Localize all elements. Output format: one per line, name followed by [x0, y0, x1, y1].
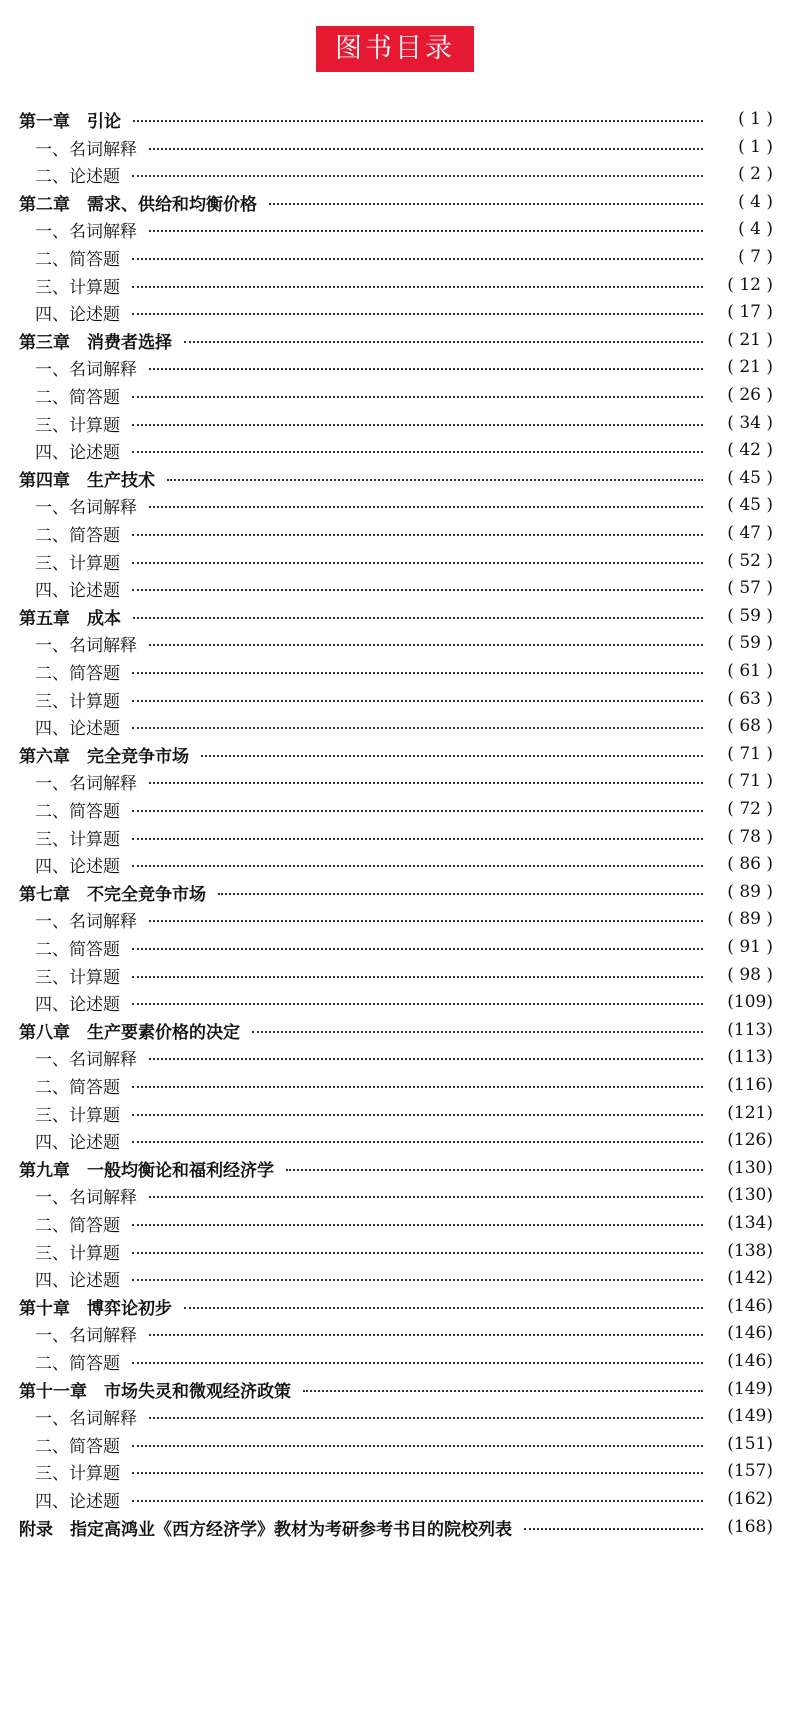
toc-entry-label: 四、论述题 [35, 580, 120, 601]
toc-entry-label: 一、名词解释 [35, 221, 137, 242]
toc-section-row[interactable] [19, 1043, 773, 1071]
toc-page-number: ( 86 ) [727, 854, 773, 874]
dot-leader [132, 1252, 703, 1254]
toc-page-number: ( 78 ) [727, 827, 773, 847]
toc-page-number: (157) [727, 1461, 773, 1481]
toc-entry-label: 第六章 完全竞争市场 [19, 746, 189, 767]
dot-leader [132, 1003, 703, 1005]
toc-entry-label: 二、简答题 [35, 1215, 120, 1236]
toc-entry-label: 一、名词解释 [35, 497, 137, 518]
toc-entry-label: 第十章 博弈论初步 [19, 1298, 172, 1319]
dot-leader [132, 1114, 703, 1116]
toc-page-number: (121) [727, 1103, 773, 1123]
toc-page-number: ( 91 ) [727, 937, 773, 957]
dot-leader [132, 948, 703, 950]
toc-page-number: ( 1 ) [738, 137, 773, 157]
toc-section-row[interactable] [19, 271, 773, 299]
dot-leader [132, 976, 703, 978]
dot-leader [132, 258, 703, 260]
toc-chapter-row[interactable] [19, 464, 773, 492]
toc-entry-label: 三、计算题 [35, 691, 120, 712]
toc-page-number: ( 12 ) [727, 275, 773, 295]
toc-page-number: (113) [727, 1047, 773, 1067]
dot-leader [149, 368, 703, 370]
toc-entry-label: 二、简答题 [35, 249, 120, 270]
toc-entry-label: 四、论述题 [35, 1491, 120, 1512]
toc-entry-label: 三、计算题 [35, 1243, 120, 1264]
toc-page-number: ( 21 ) [727, 330, 773, 350]
toc-chapter-row[interactable] [19, 1154, 773, 1182]
toc-page-number: ( 63 ) [727, 689, 773, 709]
toc-entry-label: 一、名词解释 [35, 1049, 137, 1070]
toc-section-row[interactable] [19, 436, 773, 464]
toc-page-number: ( 61 ) [727, 661, 773, 681]
toc-entry-label: 三、计算题 [35, 553, 120, 574]
toc-page-number: ( 4 ) [738, 192, 773, 212]
toc-page-number: ( 98 ) [727, 965, 773, 985]
toc-page-number: (138) [727, 1241, 773, 1261]
dot-leader [149, 506, 703, 508]
toc-chapter-row[interactable] [19, 1375, 773, 1403]
toc-page-number: ( 89 ) [727, 909, 773, 929]
toc-page-number: (168) [727, 1517, 773, 1537]
toc-section-row[interactable] [19, 381, 773, 409]
dot-leader [149, 644, 703, 646]
dot-leader [286, 1169, 703, 1171]
toc-chapter-row[interactable] [19, 740, 773, 768]
toc-entry-label: 四、论述题 [35, 1270, 120, 1291]
dot-leader [132, 865, 703, 867]
toc-page-number: (134) [727, 1213, 773, 1233]
toc-page-number: ( 2 ) [738, 164, 773, 184]
dot-leader [132, 589, 703, 591]
dot-leader [132, 700, 703, 702]
toc-page-number: (126) [727, 1130, 773, 1150]
toc-entry-label: 第三章 消费者选择 [19, 332, 172, 353]
toc-entry-label: 第五章 成本 [19, 608, 121, 629]
dot-leader [132, 562, 703, 564]
title-area [0, 26, 790, 72]
toc-entry-label: 三、计算题 [35, 277, 120, 298]
toc-entry-label: 第四章 生产技术 [19, 470, 155, 491]
toc-entry-label: 第十一章 市场失灵和微观经济政策 [19, 1381, 291, 1402]
toc-chapter-row[interactable] [19, 878, 773, 906]
toc-section-row[interactable] [19, 133, 773, 161]
toc-entry-label: 三、计算题 [35, 1463, 120, 1484]
toc-chapter-row[interactable] [19, 105, 773, 133]
toc-page-number: ( 71 ) [727, 771, 773, 791]
toc-page-number: (149) [727, 1406, 773, 1426]
toc-entry-label: 四、论述题 [35, 994, 120, 1015]
toc-page-number: ( 42 ) [727, 440, 773, 460]
toc-page-number: ( 89 ) [727, 882, 773, 902]
toc-entry-label: 一、名词解释 [35, 359, 137, 380]
toc-section-row[interactable] [19, 1485, 773, 1513]
toc-entry-label: 第九章 一般均衡论和福利经济学 [19, 1160, 274, 1181]
toc-entry-label: 第二章 需求、供给和均衡价格 [19, 194, 257, 215]
toc-section-row[interactable] [19, 519, 773, 547]
toc-page-number: ( 34 ) [727, 413, 773, 433]
toc-section-row[interactable] [19, 409, 773, 437]
toc-page-number: ( 57 ) [727, 578, 773, 598]
toc-section-row[interactable] [19, 298, 773, 326]
toc-section-row[interactable] [19, 1347, 773, 1375]
toc-entry-label: 四、论述题 [35, 1132, 120, 1153]
toc-entry-label: 四、论述题 [35, 304, 120, 325]
toc-section-row[interactable] [19, 823, 773, 851]
dot-leader [132, 1472, 703, 1474]
dot-leader [149, 1058, 703, 1060]
toc-chapter-row[interactable] [19, 1292, 773, 1320]
toc-section-row[interactable] [19, 574, 773, 602]
toc-entry-label: 第七章 不完全竞争市场 [19, 884, 206, 905]
dot-leader [149, 1196, 703, 1198]
toc-page-number: (142) [727, 1268, 773, 1288]
toc-page-number: ( 47 ) [727, 523, 773, 543]
toc-section-row[interactable] [19, 1209, 773, 1237]
toc-entry-label: 一、名词解释 [35, 1187, 137, 1208]
toc-page-number: ( 59 ) [727, 633, 773, 653]
dot-leader [132, 313, 703, 315]
toc-entry-label: 四、论述题 [35, 856, 120, 877]
toc-page-number: ( 45 ) [727, 495, 773, 515]
toc-page-number: (116) [727, 1075, 773, 1095]
toc-page-number: (151) [727, 1434, 773, 1454]
toc-entry-label: 四、论述题 [35, 718, 120, 739]
dot-leader [132, 1086, 703, 1088]
dot-leader [132, 451, 703, 453]
toc-entry-label: 第八章 生产要素价格的决定 [19, 1022, 240, 1043]
dot-leader [184, 1307, 703, 1309]
toc-section-row[interactable] [19, 1264, 773, 1292]
toc-entry-label: 二、简答题 [35, 525, 120, 546]
dot-leader [132, 1224, 703, 1226]
dot-leader [132, 838, 703, 840]
dot-leader [132, 672, 703, 674]
toc-section-row[interactable] [19, 1071, 773, 1099]
dot-leader [133, 617, 703, 619]
toc-section-row[interactable] [19, 1402, 773, 1430]
toc-entry-label: 一、名词解释 [35, 1325, 137, 1346]
toc-section-row[interactable] [19, 243, 773, 271]
toc-page-number: (113) [727, 1020, 773, 1040]
dot-leader [201, 755, 703, 757]
toc-entry-label: 三、计算题 [35, 829, 120, 850]
toc-entry-label: 二、简答题 [35, 801, 120, 822]
dot-leader [149, 230, 703, 232]
toc-section-row[interactable] [19, 685, 773, 713]
toc-chapter-row[interactable] [19, 326, 773, 354]
toc-page-number: ( 7 ) [738, 247, 773, 267]
toc-section-row[interactable] [19, 629, 773, 657]
toc-page-number: ( 21 ) [727, 357, 773, 377]
dot-leader [149, 148, 703, 150]
dot-leader [218, 893, 703, 895]
toc-section-row[interactable] [19, 1181, 773, 1209]
toc-section-row[interactable] [19, 1126, 773, 1154]
dot-leader [133, 120, 703, 122]
toc-entry-label: 第一章 引论 [19, 111, 121, 132]
toc-section-row[interactable] [19, 850, 773, 878]
dot-leader [132, 534, 703, 536]
toc-page-number: (146) [727, 1296, 773, 1316]
dot-leader [132, 810, 703, 812]
dot-leader [167, 479, 703, 481]
toc-section-row[interactable] [19, 905, 773, 933]
toc-page-number: (146) [727, 1351, 773, 1371]
dot-leader [132, 1141, 703, 1143]
dot-leader [149, 1334, 703, 1336]
toc-page-number: (162) [727, 1489, 773, 1509]
toc-section-row[interactable] [19, 961, 773, 989]
toc-page-number: (109) [727, 992, 773, 1012]
toc-entry-label: 一、名词解释 [35, 139, 137, 160]
dot-leader [524, 1528, 703, 1530]
toc-page-number: ( 59 ) [727, 606, 773, 626]
toc-entry-label: 一、名词解释 [35, 1408, 137, 1429]
toc-section-row[interactable] [19, 353, 773, 381]
toc-page-number: ( 17 ) [727, 302, 773, 322]
dot-leader [132, 727, 703, 729]
toc-entry-label: 一、名词解释 [35, 911, 137, 932]
dot-leader [303, 1390, 703, 1392]
toc-entry-label: 二、简答题 [35, 1353, 120, 1374]
toc-section-row[interactable] [19, 1430, 773, 1458]
toc-entry-label: 二、简答题 [35, 1077, 120, 1098]
toc-entry-label: 三、计算题 [35, 967, 120, 988]
toc-entry-label: 一、名词解释 [35, 635, 137, 656]
dot-leader [132, 286, 703, 288]
toc-entry-label: 二、简答题 [35, 939, 120, 960]
dot-leader [132, 1362, 703, 1364]
toc-page-number: ( 52 ) [727, 551, 773, 571]
toc-page-number: ( 45 ) [727, 468, 773, 488]
toc-section-row[interactable] [19, 933, 773, 961]
toc-page-number: (130) [727, 1185, 773, 1205]
toc-entry-label: 二、简答题 [35, 663, 120, 684]
dot-leader [132, 175, 703, 177]
toc-chapter-row[interactable] [19, 1513, 773, 1541]
toc-page-number: ( 71 ) [727, 744, 773, 764]
dot-leader [132, 1279, 703, 1281]
toc-entry-label: 附录 指定高鸿业《西方经济学》教材为考研参考书目的院校列表 [19, 1519, 512, 1540]
toc-section-row[interactable] [19, 767, 773, 795]
toc-section-row[interactable] [19, 547, 773, 575]
dot-leader [149, 1417, 703, 1419]
dot-leader [149, 920, 703, 922]
dot-leader [269, 203, 703, 205]
toc-chapter-row[interactable] [19, 1016, 773, 1044]
toc-chapter-row[interactable] [19, 602, 773, 630]
toc-section-row[interactable] [19, 215, 773, 243]
toc-entry-label: 三、计算题 [35, 415, 120, 436]
dot-leader [149, 782, 703, 784]
toc-entry-label: 一、名词解释 [35, 773, 137, 794]
page-title: 图书目录 [316, 26, 474, 72]
toc-entry-label: 二、论述题 [35, 166, 120, 187]
toc-page-number: (146) [727, 1323, 773, 1343]
toc-section-row[interactable] [19, 657, 773, 685]
toc-section-row[interactable] [19, 988, 773, 1016]
toc-section-row[interactable] [19, 160, 773, 188]
dot-leader [132, 424, 703, 426]
toc-page-number: ( 72 ) [727, 799, 773, 819]
toc-page-number: ( 1 ) [738, 109, 773, 129]
toc-chapter-row[interactable] [19, 188, 773, 216]
toc-entry-label: 二、简答题 [35, 387, 120, 408]
toc-section-row[interactable] [19, 1457, 773, 1485]
toc-section-row[interactable] [19, 1237, 773, 1265]
toc-entry-label: 四、论述题 [35, 442, 120, 463]
toc-entry-label: 三、计算题 [35, 1105, 120, 1126]
toc-page-number: ( 4 ) [738, 219, 773, 239]
dot-leader [252, 1031, 703, 1033]
toc-page-number: (130) [727, 1158, 773, 1178]
toc-page-number: (149) [727, 1379, 773, 1399]
toc-section-row[interactable] [19, 795, 773, 823]
toc-section-row[interactable] [19, 1099, 773, 1127]
toc-page-number: ( 26 ) [727, 385, 773, 405]
dot-leader [184, 341, 703, 343]
dot-leader [132, 396, 703, 398]
dot-leader [132, 1445, 703, 1447]
toc-entry-label: 二、简答题 [35, 1436, 120, 1457]
toc-section-row[interactable] [19, 1319, 773, 1347]
toc-section-row[interactable] [19, 712, 773, 740]
toc-section-row[interactable] [19, 491, 773, 519]
toc-page-number: ( 68 ) [727, 716, 773, 736]
dot-leader [132, 1500, 703, 1502]
